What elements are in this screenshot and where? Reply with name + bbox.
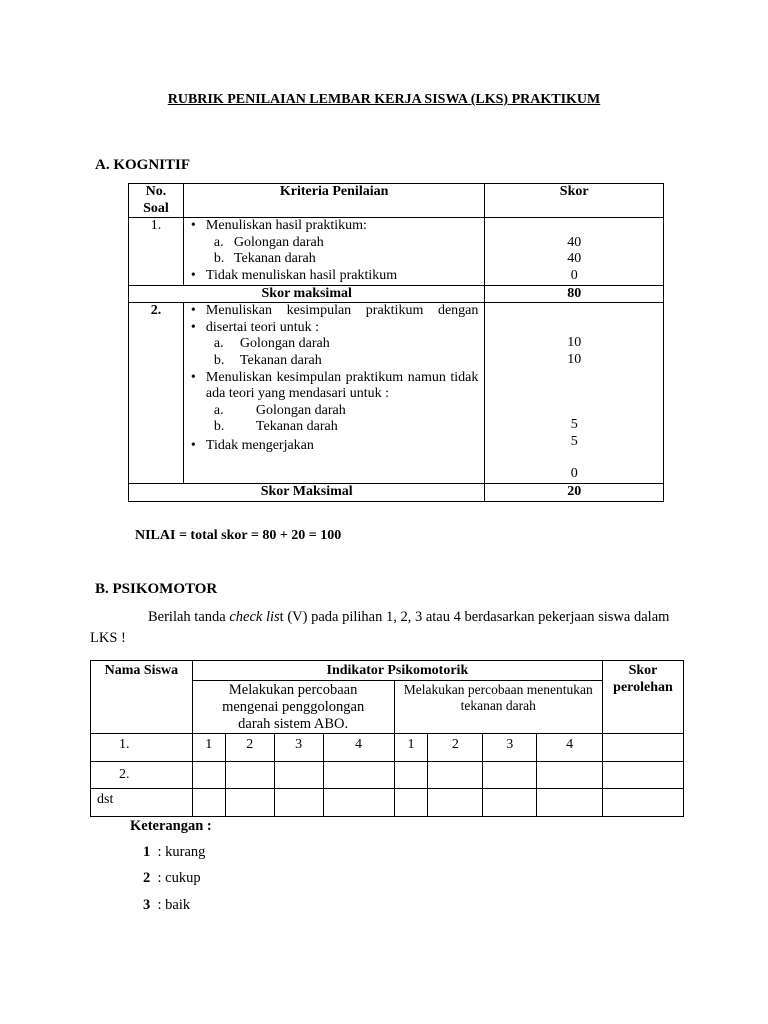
q2-score-b: 10 bbox=[567, 352, 582, 368]
checkbox-cell[interactable] bbox=[428, 789, 483, 817]
q1-bullet-2: • Tidak menuliskan hasil praktikum bbox=[184, 268, 484, 285]
checkbox-cell[interactable] bbox=[394, 789, 428, 817]
table-row bbox=[91, 789, 684, 817]
q2-bullet-2-line-1: • Menuliskan kesimpulan praktikum namun tidak bbox=[184, 370, 484, 387]
row-nama: dst bbox=[91, 789, 193, 817]
checkbox-cell[interactable]: 1 bbox=[394, 734, 428, 762]
q2-score-a: 10 bbox=[567, 335, 582, 351]
q2-bullet-1-line-1: • Menuliskan kesimpulan praktikum dengan bbox=[184, 303, 484, 320]
skor-cell[interactable] bbox=[603, 789, 684, 817]
q1-score-b: 40 bbox=[567, 251, 582, 267]
header-kriteria: Kriteria Penilaian bbox=[183, 184, 484, 218]
keterangan-item: 3 : baik bbox=[143, 897, 191, 913]
q2-score-none: 0 bbox=[570, 466, 578, 482]
section-a-heading: A. KOGNITIF bbox=[95, 157, 191, 173]
checkbox-cell[interactable] bbox=[323, 762, 394, 789]
checkbox-cell[interactable] bbox=[428, 762, 483, 789]
nilai-total: NILAI = total skor = 80 + 20 = 100 bbox=[135, 528, 342, 543]
checkbox-cell[interactable] bbox=[394, 762, 428, 789]
checkbox-cell[interactable] bbox=[483, 762, 537, 789]
psikomotor-table bbox=[90, 660, 684, 817]
q1-score-a: 40 bbox=[567, 234, 582, 250]
checkbox-cell[interactable] bbox=[225, 789, 274, 817]
skor-cell[interactable] bbox=[603, 762, 684, 789]
q1-number: 1. bbox=[129, 218, 184, 285]
checkbox-cell[interactable]: 3 bbox=[483, 734, 537, 762]
keterangan-item: 1 : kurang bbox=[143, 844, 206, 860]
q2-item-b: b. Tekanan darah bbox=[213, 352, 322, 368]
q1-criteria bbox=[183, 218, 484, 285]
keterangan-label: Keterangan : bbox=[130, 818, 212, 834]
checkbox-cell[interactable] bbox=[537, 762, 603, 789]
checkbox-cell[interactable] bbox=[192, 789, 225, 817]
q2-max-label: Skor Maksimal bbox=[129, 484, 485, 502]
psikomotor-instruction: Berilah tanda check list (V) pada pilihan 1, 2, 3 atau 4 berdasarkan pekerjaan siswa dalam LKS ! bbox=[90, 609, 670, 646]
checkbox-cell[interactable]: 3 bbox=[274, 734, 323, 762]
checkbox-cell[interactable]: 4 bbox=[323, 734, 394, 762]
kognitif-table bbox=[128, 183, 664, 502]
q2-bullet-3: • Tidak mengerjakan bbox=[184, 438, 484, 455]
q2-item-a2: a. Golongan darah bbox=[213, 402, 346, 418]
q2-criteria bbox=[183, 303, 484, 484]
document-title: RUBRIK PENILAIAN LEMBAR KERJA SISWA (LKS) PRAKTIKUM bbox=[167, 92, 601, 107]
checkbox-cell[interactable]: 4 bbox=[537, 734, 603, 762]
q2-score-a2: 5 bbox=[570, 417, 578, 433]
row-nama: 1. bbox=[91, 734, 193, 762]
q2-max-value: 20 bbox=[485, 484, 664, 502]
checkbox-cell[interactable] bbox=[483, 789, 537, 817]
q1-item-b: b. Tekanan darah bbox=[213, 251, 316, 267]
checkbox-cell[interactable] bbox=[274, 789, 323, 817]
header-no-soal: No. Soal bbox=[129, 184, 184, 218]
q2-item-b2: b. Tekanan darah bbox=[213, 419, 338, 435]
table-row bbox=[91, 734, 684, 762]
q2-scores bbox=[485, 303, 664, 484]
q2-bullet-2-line-2: ada teori yang mendasari untuk : bbox=[205, 386, 390, 402]
keterangan-item: 2 : cukup bbox=[143, 870, 201, 886]
checkbox-cell[interactable] bbox=[537, 789, 603, 817]
section-b-heading: B. PSIKOMOTOR bbox=[95, 581, 218, 597]
header-skor-perolehan: Skor perolehan bbox=[603, 661, 684, 734]
header-indikator-abo: Melakukan percobaan mengenai penggolongan darah sistem ABO. bbox=[192, 681, 394, 734]
table-row bbox=[91, 762, 684, 789]
checkbox-cell[interactable]: 2 bbox=[225, 734, 274, 762]
skor-cell[interactable] bbox=[603, 734, 684, 762]
checkbox-cell[interactable]: 1 bbox=[192, 734, 225, 762]
header-indikator: Indikator Psikomotorik bbox=[192, 661, 602, 681]
q1-scores bbox=[485, 218, 664, 285]
header-skor: Skor bbox=[485, 184, 664, 218]
header-indikator-tekanan: Melakukan percobaan menentukan tekanan darah bbox=[394, 681, 603, 734]
q1-score-none: 0 bbox=[570, 267, 578, 283]
checkbox-cell[interactable] bbox=[323, 789, 394, 817]
header-nama-siswa: Nama Siswa bbox=[91, 661, 193, 734]
q1-max-value: 80 bbox=[485, 285, 664, 303]
q2-score-b2: 5 bbox=[570, 434, 578, 450]
q1-max-label: Skor maksimal bbox=[129, 285, 485, 303]
q2-number: 2. bbox=[129, 303, 184, 484]
checkbox-cell[interactable] bbox=[274, 762, 323, 789]
row-nama: 2. bbox=[91, 762, 193, 789]
q2-bullet-1-line-2: • disertai teori untuk : bbox=[184, 320, 484, 337]
checkbox-cell[interactable] bbox=[192, 762, 225, 789]
checkbox-cell[interactable]: 2 bbox=[428, 734, 483, 762]
q2-item-a: a. Golongan darah bbox=[213, 336, 330, 352]
checkbox-cell[interactable] bbox=[225, 762, 274, 789]
q1-bullet-1: • Menuliskan hasil praktikum: bbox=[184, 218, 484, 235]
q1-item-a: a. Golongan darah bbox=[213, 234, 324, 250]
